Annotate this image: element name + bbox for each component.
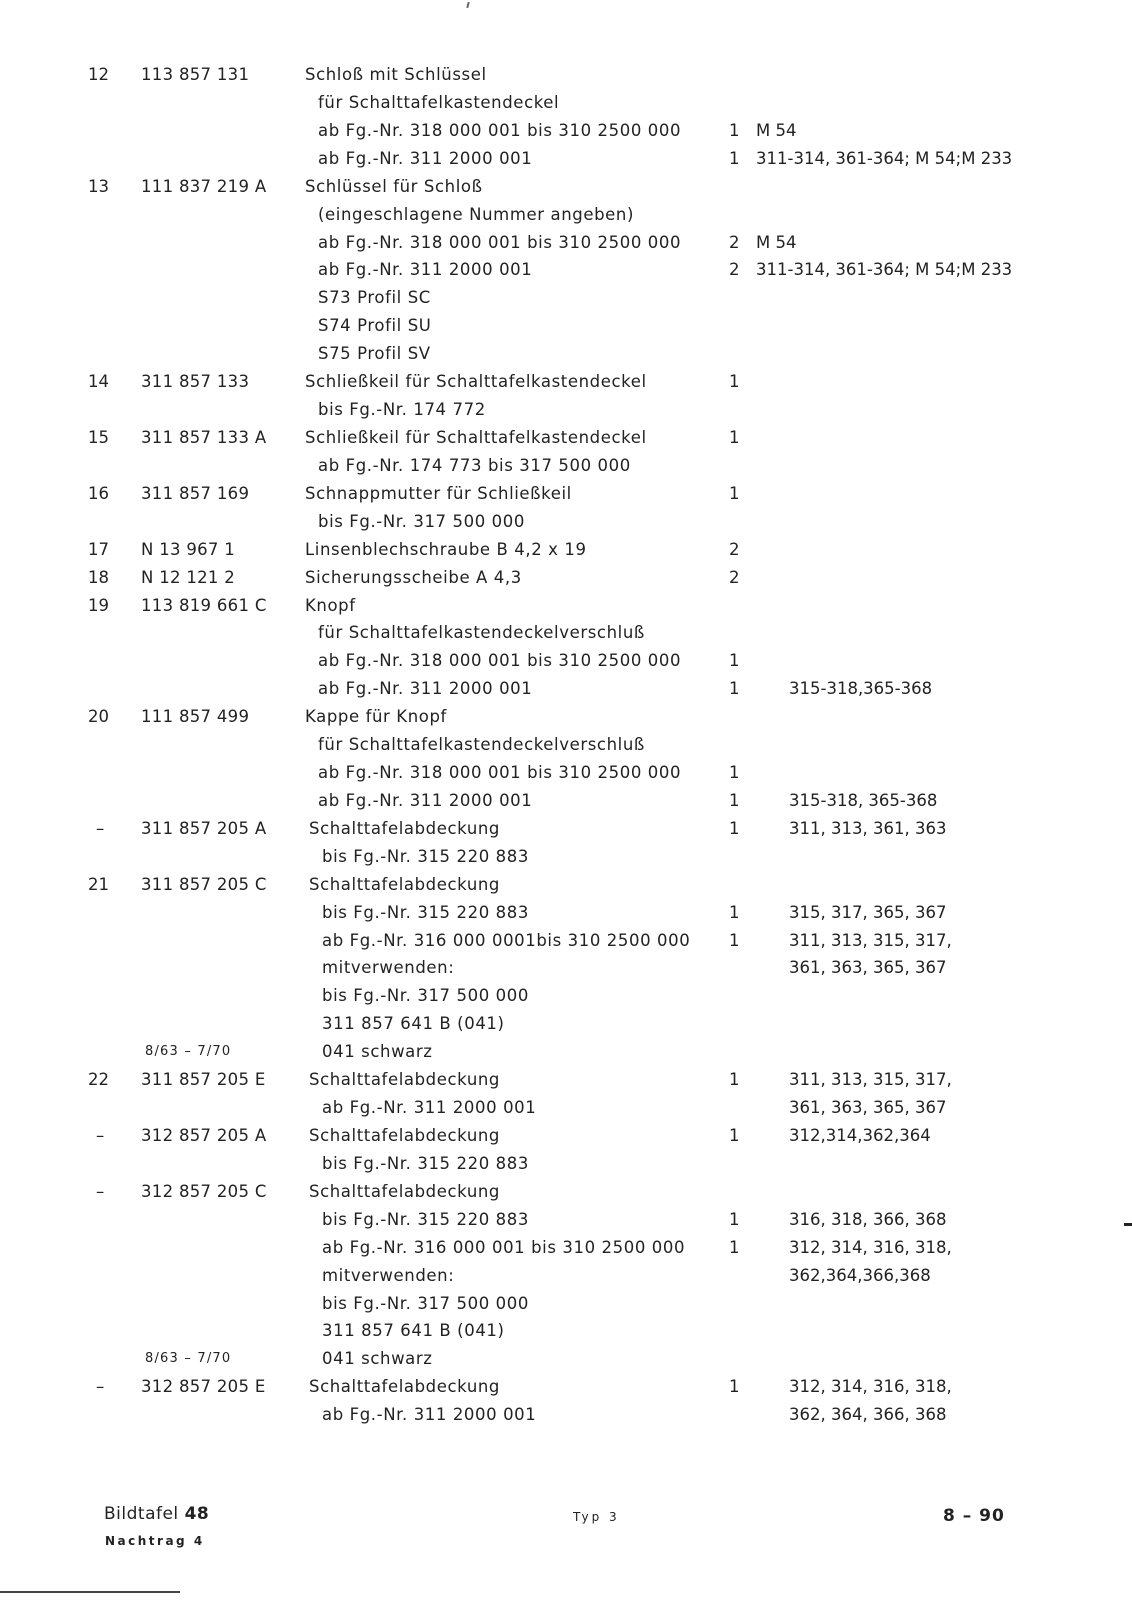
- table-row: [0, 285, 1132, 311]
- part-description: Schlüssel für Schloß: [305, 176, 483, 196]
- table-row: [0, 481, 1132, 507]
- part-number: 113 819 661 C: [141, 595, 267, 615]
- part-description: ab Fg.-Nr. 311 2000 001: [318, 148, 533, 168]
- part-number: 311 857 169: [141, 483, 250, 503]
- part-description: Schalttafelabdeckung: [309, 874, 501, 894]
- quantity: 1: [729, 1237, 740, 1257]
- part-description: ab Fg.-Nr. 318 000 001 bis 310 2500 000: [318, 763, 682, 782]
- part-description: ab Fg.-Nr. 311 2000 001: [322, 1405, 537, 1425]
- table-row: [0, 425, 1132, 451]
- quantity: 1: [729, 679, 740, 699]
- part-description: ab Fg.-Nr. 316 000 0001bis 310 2500 000: [322, 930, 691, 950]
- item-number: –: [96, 1377, 105, 1397]
- part-description: ab Fg.-Nr. 311 2000 001: [322, 1098, 537, 1117]
- table-row: [0, 369, 1132, 395]
- table-row: [0, 983, 1132, 1009]
- part-description: Schließkeil für Schalttafelkastendeckel: [305, 428, 647, 447]
- part-number: 311 857 205 C: [141, 874, 267, 894]
- table-row: [0, 872, 1132, 898]
- part-description: für Schalttafelkastendeckelverschluß: [318, 623, 645, 643]
- part-description: Schalttafelabdeckung: [309, 1070, 501, 1090]
- part-description: bis Fg.-Nr. 317 500 000: [318, 511, 525, 531]
- part-description: ab Fg.-Nr. 318 000 001 bis 310 2500 000: [318, 651, 682, 671]
- part-description: bis Fg.-Nr. 317 500 000: [322, 1293, 529, 1313]
- table-row: [0, 1179, 1132, 1205]
- table-row: [0, 732, 1132, 758]
- remark: 312, 314, 316, 318,: [789, 1237, 952, 1257]
- page-number: 8 – 90: [943, 1506, 1005, 1526]
- table-row: [0, 1039, 1132, 1065]
- part-description: ab Fg.-Nr. 311 2000 001: [318, 260, 533, 280]
- table-row: [0, 955, 1132, 981]
- table-row: [0, 509, 1132, 535]
- remark: 311-314, 361-364; M 54;M 233: [756, 148, 1013, 168]
- quantity: 1: [729, 148, 740, 168]
- part-description: Knopf: [305, 595, 356, 615]
- quantity: 1: [729, 120, 740, 140]
- part-description: Schalttafelabdeckung: [309, 1377, 501, 1397]
- remark: 311-314, 361-364; M 54;M 233: [756, 260, 1013, 280]
- quantity: 2: [729, 260, 740, 280]
- part-number: 311 857 133 A: [141, 428, 267, 447]
- quantity: 2: [729, 232, 740, 252]
- part-number: 8/63 – 7/70: [145, 1044, 232, 1060]
- table-row: [0, 1291, 1132, 1317]
- item-number: 16: [88, 483, 109, 503]
- part-description: ab Fg.-Nr. 316 000 001 bis 310 2500 000: [322, 1237, 686, 1257]
- part-description: bis Fg.-Nr. 174 772: [318, 400, 486, 419]
- part-number: 311 857 205 A: [141, 818, 267, 838]
- remark: M 54: [756, 232, 797, 252]
- quantity: 1: [729, 428, 740, 447]
- item-number: –: [96, 1126, 105, 1145]
- remark: 312,314,362,364: [789, 1126, 931, 1145]
- part-description: ab Fg.-Nr. 311 2000 001: [318, 790, 533, 810]
- plate-number: 48: [184, 1504, 210, 1524]
- plate-label: [104, 1504, 209, 1524]
- table-row: [0, 1318, 1132, 1344]
- table-row: [0, 341, 1132, 367]
- part-description: (eingeschlagene Nummer angeben): [318, 204, 634, 224]
- item-number: 20: [88, 707, 109, 727]
- part-number: 312 857 205 C: [141, 1181, 267, 1201]
- remark: 311, 313, 315, 317,: [789, 930, 952, 950]
- quantity: 1: [729, 372, 740, 392]
- table-row: [0, 676, 1132, 702]
- table-row: [0, 928, 1132, 954]
- part-number: N 13 967 1: [141, 539, 236, 559]
- item-number: 22: [88, 1070, 109, 1090]
- part-number: 311 857 133: [141, 372, 250, 392]
- part-description: ab Fg.-Nr. 318 000 001 bis 310 2500 000: [318, 120, 682, 140]
- quantity: 1: [729, 930, 740, 950]
- part-description: Schloß mit Schlüssel: [305, 65, 487, 84]
- table-row: [0, 648, 1132, 674]
- table-row: [0, 1123, 1132, 1149]
- part-number: 312 857 205 A: [141, 1126, 267, 1145]
- table-row: [0, 230, 1132, 256]
- table-row: [0, 62, 1132, 88]
- part-description: 311 857 641 B (041): [322, 1321, 505, 1341]
- part-description: Schnappmutter für Schließkeil: [305, 483, 572, 503]
- part-description: S75 Profil SV: [318, 344, 431, 364]
- table-row: [0, 1346, 1132, 1372]
- part-description: Schließkeil für Schalttafelkastendeckel: [305, 372, 647, 392]
- table-row: [0, 1011, 1132, 1037]
- quantity: 2: [729, 567, 740, 587]
- remark: 361, 363, 365, 367: [789, 958, 947, 978]
- remark: 315-318, 365-368: [789, 790, 938, 810]
- quantity: 1: [729, 790, 740, 810]
- item-number: 21: [88, 874, 109, 894]
- part-description: Linsenblechschraube B 4,2 x 19: [305, 539, 587, 559]
- table-row: [0, 146, 1132, 172]
- part-number: 8/63 – 7/70: [145, 1351, 232, 1367]
- part-description: 041 schwarz: [322, 1349, 433, 1369]
- table-row: [0, 816, 1132, 842]
- quantity: 1: [729, 763, 740, 782]
- quantity: 1: [729, 818, 740, 838]
- part-number: 311 857 205 E: [141, 1070, 266, 1090]
- supplement-label: Nachtrag 4: [105, 1534, 205, 1548]
- table-row: [0, 1235, 1132, 1261]
- table-row: [0, 90, 1132, 116]
- item-number: 13: [88, 176, 109, 196]
- part-number: 111 857 499: [141, 707, 250, 727]
- item-number: 12: [88, 65, 109, 84]
- remark: 362,364,366,368: [789, 1265, 931, 1285]
- table-row: [0, 1095, 1132, 1121]
- quantity: 1: [729, 651, 740, 671]
- part-description: Schalttafelabdeckung: [309, 1181, 501, 1201]
- table-row: [0, 313, 1132, 339]
- part-number: 312 857 205 E: [141, 1377, 266, 1397]
- quantity: 2: [729, 539, 740, 559]
- item-number: 18: [88, 567, 109, 587]
- part-description: ab Fg.-Nr. 174 773 bis 317 500 000: [318, 455, 631, 475]
- item-number: 14: [88, 372, 109, 392]
- part-description: bis Fg.-Nr. 317 500 000: [322, 986, 529, 1006]
- table-row: [0, 844, 1132, 870]
- table-row: [0, 704, 1132, 730]
- remark: 316, 318, 366, 368: [789, 1209, 947, 1229]
- part-description: bis Fg.-Nr. 315 220 883: [322, 846, 529, 866]
- remark: 361, 363, 365, 367: [789, 1098, 947, 1117]
- part-description: Schalttafelabdeckung: [309, 818, 501, 838]
- table-row: [0, 397, 1132, 423]
- scan-edge-mark: [1124, 1223, 1132, 1226]
- quantity: 1: [729, 1126, 740, 1145]
- table-row: [0, 257, 1132, 283]
- part-description: bis Fg.-Nr. 315 220 883: [322, 902, 529, 922]
- table-row: [0, 537, 1132, 563]
- table-row: [0, 1402, 1132, 1428]
- item-number: 19: [88, 595, 109, 615]
- remark: M 54: [756, 120, 797, 140]
- table-row: [0, 620, 1132, 646]
- part-description: Sicherungsscheibe A 4,3: [305, 567, 522, 587]
- table-row: [0, 788, 1132, 814]
- part-number: 111 837 219 A: [141, 176, 267, 196]
- table-row: [0, 1263, 1132, 1289]
- table-row: [0, 1067, 1132, 1093]
- item-number: 15: [88, 428, 109, 447]
- part-description: ab Fg.-Nr. 318 000 001 bis 310 2500 000: [318, 232, 682, 252]
- part-number: 113 857 131: [141, 65, 250, 84]
- table-row: [0, 593, 1132, 619]
- part-description: mitverwenden:: [322, 958, 455, 978]
- part-description: mitverwenden:: [322, 1265, 455, 1285]
- part-number: N 12 121 2: [141, 567, 236, 587]
- part-description: für Schalttafelkastendeckel: [318, 92, 560, 112]
- table-row: [0, 118, 1132, 144]
- quantity: 1: [729, 1377, 740, 1397]
- remark: 315-318,365-368: [789, 679, 933, 699]
- item-number: –: [96, 1181, 105, 1201]
- remark: 362, 364, 366, 368: [789, 1405, 947, 1425]
- item-number: 17: [88, 539, 109, 559]
- quantity: 1: [729, 1209, 740, 1229]
- table-row: [0, 174, 1132, 200]
- table-row: [0, 453, 1132, 479]
- table-row: [0, 565, 1132, 591]
- table-row: [0, 900, 1132, 926]
- table-row: [0, 1151, 1132, 1177]
- scan-edge-line: [0, 1591, 180, 1593]
- part-description: ab Fg.-Nr. 311 2000 001: [318, 679, 533, 699]
- part-description: für Schalttafelkastendeckelverschluß: [318, 735, 645, 755]
- table-row: [0, 202, 1132, 228]
- part-description: bis Fg.-Nr. 315 220 883: [322, 1153, 529, 1173]
- table-row: [0, 760, 1132, 786]
- item-number: –: [96, 818, 105, 838]
- table-row: [0, 1374, 1132, 1400]
- remark: 311, 313, 315, 317,: [789, 1070, 952, 1090]
- part-description: S73 Profil SC: [318, 288, 431, 308]
- type-label: Typ 3: [573, 1510, 620, 1524]
- remark: 311, 313, 361, 363: [789, 818, 947, 838]
- part-description: 311 857 641 B (041): [322, 1014, 505, 1034]
- quantity: 1: [729, 902, 740, 922]
- part-description: 041 schwarz: [322, 1042, 433, 1062]
- plate-label-text: Bildtafel: [104, 1504, 179, 1524]
- quantity: 1: [729, 483, 740, 503]
- part-description: bis Fg.-Nr. 315 220 883: [322, 1209, 529, 1229]
- quantity: 1: [729, 1070, 740, 1090]
- table-row: [0, 1207, 1132, 1233]
- part-description: S74 Profil SU: [318, 316, 432, 336]
- part-description: Schalttafelabdeckung: [309, 1126, 501, 1145]
- remark: 315, 317, 365, 367: [789, 902, 947, 922]
- remark: 312, 314, 316, 318,: [789, 1377, 952, 1397]
- part-description: Kappe für Knopf: [305, 707, 447, 727]
